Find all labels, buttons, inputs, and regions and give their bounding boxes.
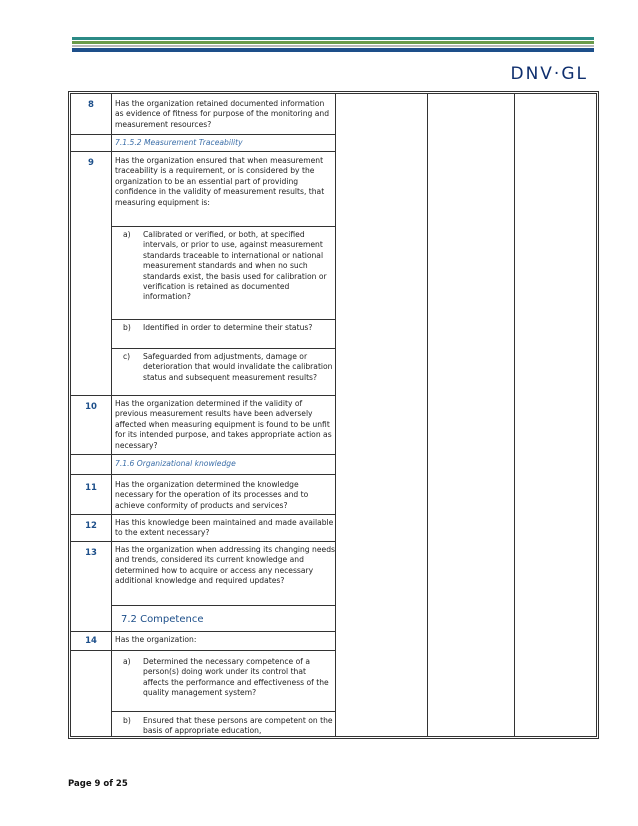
row-divider — [71, 541, 335, 542]
sub-item-text: Ensured that these persons are competent on the basis of appropriate education, — [143, 716, 333, 736]
column-divider — [427, 94, 428, 736]
row-divider — [71, 454, 335, 455]
row-divider — [71, 650, 335, 651]
question-number: 11 — [85, 483, 97, 493]
header-stripe-green — [72, 41, 594, 44]
header-stripe-navy — [72, 48, 594, 52]
question-number: 8 — [88, 100, 94, 110]
column-divider — [514, 94, 515, 736]
checklist-table — [68, 91, 599, 739]
question-text: Has this knowledge been maintained and made available to the extent necessary? — [115, 518, 334, 538]
question-number: 12 — [85, 521, 97, 531]
row-divider — [71, 134, 335, 135]
sub-item-letter: b) — [123, 716, 131, 725]
row-divider — [111, 348, 335, 349]
row-divider — [111, 605, 335, 606]
question-text: Has the organization: — [115, 635, 197, 644]
sub-item-letter: a) — [123, 230, 131, 239]
question-number: 10 — [85, 402, 97, 412]
sub-item-text: Calibrated or verified, or both, at specified intervals, or prior to use, against measurement standards traceable to international or national measurement standards and when no such standards exist, the basis used for calibration or verification is retained as documented information? — [143, 230, 327, 302]
sub-item-letter: c) — [123, 352, 131, 361]
section-label: 7.1.5.2 Measurement Traceability — [115, 138, 243, 147]
question-text: Has the organization determined the knowledge necessary for the operation of its processes and to achieve conformity of products and services? — [115, 480, 309, 510]
row-divider — [71, 395, 335, 396]
question-text: Has the organization when addressing its changing needs and trends, considered its current knowledge and determined how to acquire or access any necessary additional knowledge and required updates? — [115, 545, 335, 586]
header-stripe-grey — [72, 45, 594, 47]
question-number: 9 — [88, 158, 94, 168]
column-divider — [111, 94, 112, 736]
row-divider — [111, 319, 335, 320]
header-stripe-teal — [72, 37, 594, 40]
question-number: 14 — [85, 636, 97, 646]
question-number: 13 — [85, 548, 97, 558]
question-text: Has the organization ensured that when measurement traceability is a requirement, or is considered by the organization to be an essential part of providing confidence in the validity of measurement results, that measuring equipment is: — [115, 156, 325, 207]
section-label: 7.1.6 Organizational knowledge — [115, 459, 236, 468]
page-number: Page 9 of 25 — [68, 779, 128, 789]
question-text: Has the organization determined if the validity of previous measurement results have been adversely affected when measuring equipment is found to be unfit for its intended purpose, and takes appropriate action as necessary? — [115, 399, 332, 450]
sub-item-letter: a) — [123, 657, 131, 666]
column-divider — [335, 94, 336, 736]
row-divider — [71, 474, 335, 475]
sub-item-text: Determined the necessary competence of a person(s) doing work under its control that affects the performance and effectiveness of the quality management system? — [143, 657, 329, 698]
sub-item-text: Identified in order to determine their status? — [143, 323, 313, 332]
row-divider — [111, 711, 335, 712]
sub-item-letter: b) — [123, 323, 131, 332]
row-divider — [111, 226, 335, 227]
sub-item-text: Safeguarded from adjustments, damage or deterioration that would invalidate the calibration status and subsequent measurement results? — [143, 352, 333, 382]
row-divider — [71, 631, 335, 632]
row-divider — [71, 514, 335, 515]
section-heading: 7.2 Competence — [121, 614, 204, 625]
question-text: Has the organization retained documented information as evidence of fitness for purpose of the monitoring and measurement resources? — [115, 99, 330, 129]
row-divider — [71, 151, 335, 152]
dnvgl-logo: DNV·GL — [510, 64, 588, 84]
